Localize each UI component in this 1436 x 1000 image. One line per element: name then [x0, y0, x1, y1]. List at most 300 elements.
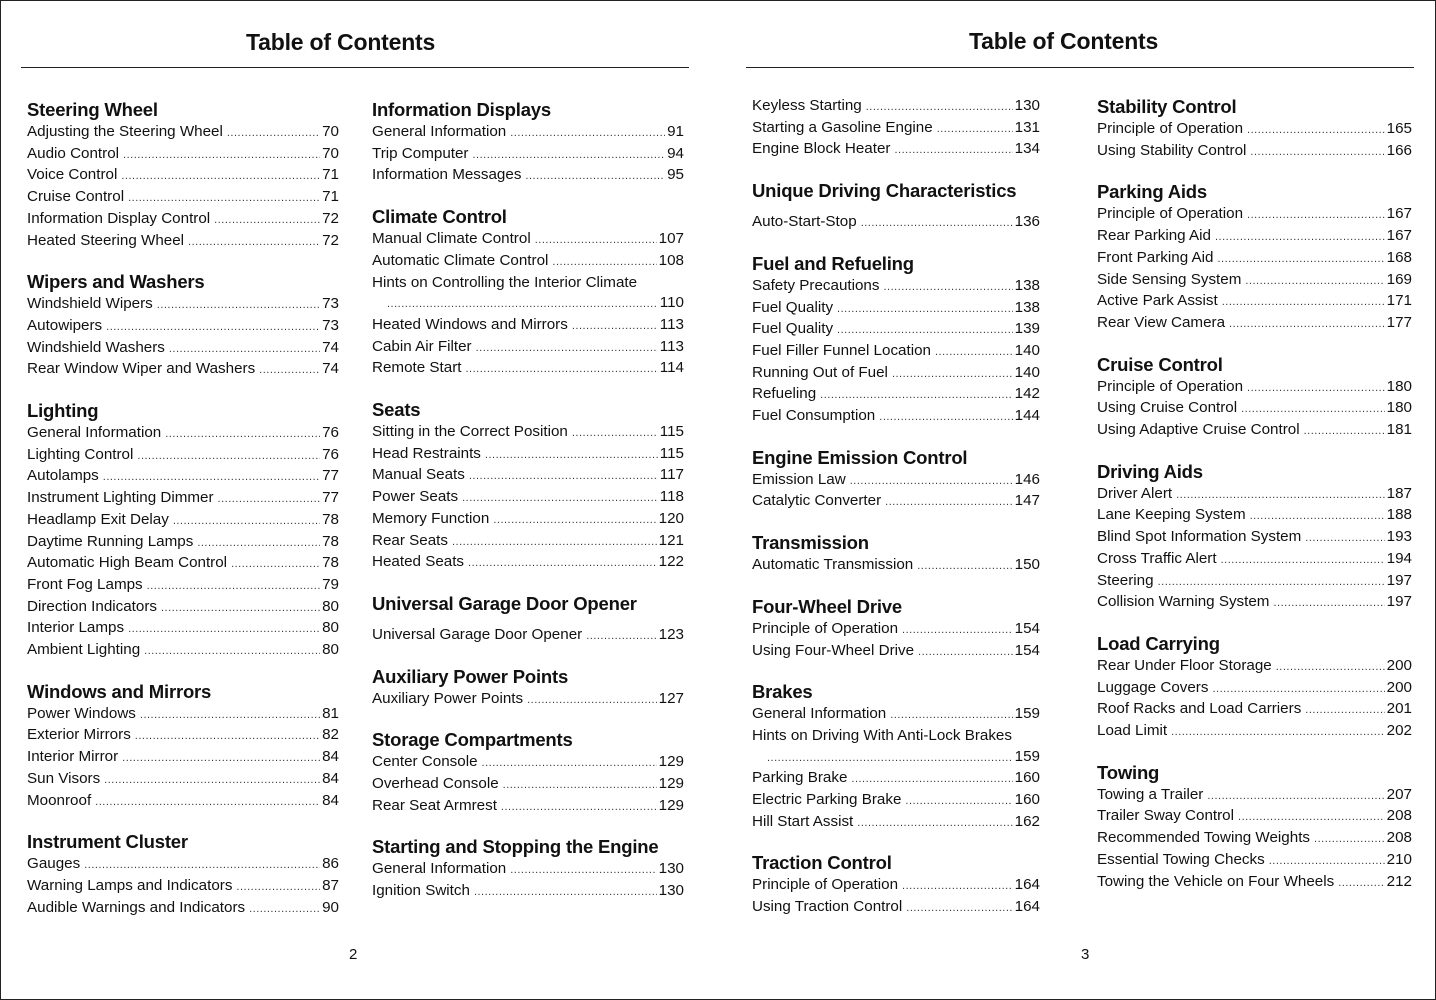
toc-entry [752, 790, 1040, 812]
dot-leader [140, 705, 320, 726]
toc-entry [372, 689, 684, 711]
section-heading: Driving Aids [1097, 460, 1203, 482]
dot-leader [462, 488, 658, 509]
entry-title: Using Four-Wheel Drive [752, 641, 915, 659]
entry-title: Roof Racks and Load Carriers [1097, 700, 1302, 718]
entry-title: Safety Precautions [752, 276, 880, 294]
toc-entry [752, 704, 1040, 726]
dot-leader [1221, 550, 1385, 571]
dot-leader [510, 860, 656, 881]
toc-column [1097, 96, 1412, 912]
entry-page-number: 115 [659, 423, 684, 441]
dot-leader [527, 690, 657, 711]
toc-entry [752, 118, 1040, 140]
dot-leader [218, 489, 321, 510]
entry-title: Adjusting the Steering Wheel [27, 123, 223, 140]
entry-title: Manual Seats [372, 466, 465, 484]
section-heading: Engine Emission Control [752, 446, 968, 468]
entry-title: Remote Start [372, 359, 462, 377]
entry-title: Power Windows [27, 704, 136, 722]
dot-leader [1247, 378, 1385, 399]
entry-page-number: 73 [322, 316, 339, 334]
entry-title: Moonroof [27, 791, 92, 809]
toc-entry [752, 555, 1040, 577]
entry-title: Hill Start Assist [752, 812, 854, 830]
dot-leader [169, 339, 320, 360]
entry-page-number: 120 [658, 509, 684, 527]
entry-page-number: 118 [659, 488, 684, 506]
toc-entry [752, 96, 1040, 118]
toc-entry [752, 491, 1040, 513]
toc-entry [372, 531, 684, 553]
toc-entry [1097, 571, 1412, 593]
dot-leader [259, 360, 320, 381]
entry-page-number: 194 [1386, 549, 1412, 567]
toc-entry [372, 444, 684, 466]
dot-leader [95, 792, 320, 813]
title-rule [746, 67, 1414, 68]
page-title: Table of Contents [969, 28, 1159, 54]
toc-entry [372, 144, 684, 166]
dot-leader [474, 882, 657, 903]
dot-leader [165, 424, 320, 445]
entry-title: Parking Brake [752, 769, 848, 787]
entry-title: Windshield Wipers [27, 295, 153, 313]
dot-leader [161, 598, 320, 619]
entry-title: Voice Control [27, 166, 118, 184]
entry-title: Trailer Sway Control [1097, 807, 1235, 825]
toc-entry [752, 641, 1040, 663]
entry-page-number: 150 [1014, 556, 1040, 574]
dot-leader [851, 769, 1012, 790]
dot-leader [493, 510, 656, 531]
section-heading: Parking Aids [1097, 181, 1208, 203]
entry-page-number: 110 [659, 294, 684, 312]
toc-entry [752, 470, 1040, 492]
toc-entry [1097, 270, 1412, 292]
title-rule [21, 67, 689, 68]
entry-page-number: 78 [322, 554, 339, 572]
dot-leader [106, 317, 320, 338]
toc-entry [372, 251, 684, 273]
entry-page-number: 181 [1386, 421, 1412, 439]
toc-entry [27, 597, 339, 619]
entry-title: Refueling [752, 385, 817, 403]
toc-entry [27, 532, 339, 554]
dot-leader [173, 511, 320, 532]
toc-entry [1097, 872, 1412, 894]
entry-title: Ignition Switch [372, 882, 470, 900]
entry-title: Automatic Transmission [752, 556, 914, 574]
entry-page-number: 144 [1014, 407, 1040, 425]
entry-page-number: 208 [1386, 807, 1412, 825]
entry-page-number: 80 [322, 641, 339, 659]
entry-page-number: 113 [659, 337, 684, 355]
dot-leader [866, 97, 1013, 118]
dot-leader [1212, 679, 1384, 700]
toc-entry [27, 618, 339, 640]
toc-entry [27, 725, 339, 747]
toc-section [372, 836, 684, 902]
toc-entry [1097, 248, 1412, 270]
toc-entry [1097, 484, 1412, 506]
dot-leader [1241, 399, 1385, 420]
entry-title: General Information [27, 424, 162, 442]
entry-title: Trip Computer [372, 144, 469, 162]
dot-leader [1247, 120, 1385, 141]
dot-leader [572, 316, 658, 337]
entry-page-number: 165 [1386, 120, 1412, 137]
section-heading: Wipers and Washers [27, 271, 205, 293]
toc-entry [1097, 119, 1412, 141]
entry-title: General Information [372, 123, 507, 140]
section-heading: Lighting [27, 400, 99, 422]
entry-page-number: 167 [1386, 227, 1412, 245]
entry-title: Information Messages [372, 166, 522, 184]
toc-entry [1097, 398, 1412, 420]
toc-entry [27, 187, 339, 209]
toc-entry [372, 273, 684, 315]
toc-entry [27, 165, 339, 187]
toc-entry [1097, 806, 1412, 828]
section-heading: Storage Compartments [372, 729, 573, 751]
toc-section [372, 729, 684, 817]
toc-entry [372, 122, 684, 144]
dot-leader [465, 359, 657, 380]
dot-leader [387, 294, 658, 315]
entry-title: Engine Block Heater [752, 140, 891, 158]
toc-section [372, 206, 684, 380]
entry-title: Interior Lamps [27, 619, 125, 637]
entry-page-number: 180 [1386, 377, 1412, 395]
toc-entry [1097, 141, 1412, 163]
dot-leader [1250, 142, 1384, 163]
entry-title: Cross Traffic Alert [1097, 549, 1217, 567]
entry-title: Heated Seats [372, 553, 465, 571]
toc-entry [752, 406, 1040, 428]
toc-entry [372, 509, 684, 531]
entry-page-number: 201 [1386, 700, 1412, 718]
dot-leader [1171, 722, 1385, 743]
toc-entry [27, 791, 339, 813]
entry-title: Running Out of Fuel [752, 363, 888, 381]
entry-title: Automatic High Beam Control [27, 554, 228, 572]
toc-section [1097, 762, 1412, 894]
toc-entry [372, 422, 684, 444]
entry-title: Principle of Operation [752, 876, 899, 894]
entry-page-number: 166 [1386, 141, 1412, 159]
entry-page-number: 91 [667, 123, 684, 140]
dot-leader [147, 576, 320, 597]
entry-title: Side Sensing System [1097, 270, 1242, 288]
entry-page-number: 80 [322, 619, 339, 637]
entry-page-number: 79 [322, 575, 339, 593]
toc-column [27, 99, 339, 938]
entry-title: Towing a Trailer [1097, 785, 1204, 803]
dot-leader [482, 753, 657, 774]
entry-page-number: 117 [659, 466, 684, 484]
section-heading: Unique Driving Characteristics [752, 180, 1017, 202]
toc-entry [372, 552, 684, 574]
toc-entry [372, 487, 684, 509]
entry-page-number: 138 [1014, 298, 1040, 316]
dot-leader [122, 748, 320, 769]
toc-section [27, 99, 339, 252]
section-heading: Information Displays [372, 99, 551, 120]
toc-section [372, 399, 684, 574]
toc-section [1097, 633, 1412, 743]
entry-title: Rear Under Floor Storage [1097, 656, 1272, 674]
page-number: 2 [349, 946, 358, 963]
entry-page-number: 130 [1014, 97, 1040, 114]
dot-leader [128, 188, 320, 209]
entry-title: Principle of Operation [752, 619, 899, 637]
toc-entry [27, 704, 339, 726]
entry-page-number: 162 [1014, 812, 1040, 830]
entry-title: Front Parking Aid [1097, 248, 1214, 266]
toc-entry [27, 854, 339, 876]
dot-leader [1250, 506, 1385, 527]
toc-entry [27, 316, 339, 338]
entry-title: Universal Garage Door Opener [372, 625, 583, 643]
toc-entry [1097, 226, 1412, 248]
entry-page-number: 114 [659, 359, 684, 377]
entry-page-number: 188 [1386, 506, 1412, 524]
entry-title: Collision Warning System [1097, 593, 1270, 611]
toc-entry [372, 752, 684, 774]
dot-leader [503, 775, 657, 796]
toc-entry [1097, 313, 1412, 335]
toc-entry [752, 319, 1040, 341]
toc-section [752, 532, 1040, 577]
dot-leader [1229, 314, 1385, 335]
toc-entry [752, 276, 1040, 298]
dot-leader [535, 230, 657, 251]
entry-page-number: 197 [1386, 571, 1412, 589]
dot-leader [1314, 829, 1385, 850]
page-title: Table of Contents [246, 29, 436, 55]
entry-page-number: 134 [1014, 140, 1040, 158]
toc-entry [372, 315, 684, 337]
dot-leader [137, 446, 320, 467]
entry-page-number: 86 [322, 855, 339, 873]
entry-page-number: 197 [1386, 593, 1412, 611]
entry-title: Steering [1097, 571, 1154, 589]
dot-leader [917, 556, 1012, 577]
dot-leader [1273, 593, 1384, 614]
toc-entry [1097, 549, 1412, 571]
dot-leader [249, 899, 320, 920]
toc-entry [372, 625, 684, 647]
section-heading: Auxiliary Power Points [372, 665, 569, 687]
entry-page-number: 171 [1386, 292, 1412, 310]
toc-entry [1097, 527, 1412, 549]
entry-page-number: 130 [658, 860, 684, 878]
entry-title: Windshield Washers [27, 338, 165, 356]
entry-page-number: 138 [1014, 276, 1040, 294]
toc-column [752, 96, 1040, 938]
entry-page-number: 84 [322, 748, 339, 766]
toc-entry [752, 768, 1040, 790]
entry-title: Fuel Consumption [752, 407, 876, 425]
entry-title: Sitting in the Correct Position [372, 423, 568, 441]
entry-page-number: 76 [322, 424, 339, 442]
entry-title: Direction Indicators [27, 597, 157, 615]
toc-section [1097, 461, 1412, 614]
entry-page-number: 154 [1014, 641, 1040, 659]
entry-page-number: 74 [322, 338, 339, 356]
entry-title: Auxiliary Power Points [372, 689, 524, 707]
toc-entry [752, 384, 1040, 406]
entry-page-number: 193 [1386, 528, 1412, 546]
entry-page-number: 130 [658, 882, 684, 900]
entry-page-number: 160 [1014, 791, 1040, 809]
toc-entry [752, 139, 1040, 161]
entry-page-number: 115 [659, 444, 684, 462]
entry-page-number: 131 [1014, 118, 1040, 136]
section-heading: Transmission [752, 532, 869, 554]
entry-page-number: 200 [1386, 656, 1412, 674]
dot-leader [452, 532, 657, 553]
toc-entry [1097, 291, 1412, 313]
toc-entry [1097, 592, 1412, 614]
entry-title: Rear View Camera [1097, 313, 1226, 331]
toc-entry [1097, 505, 1412, 527]
dot-leader [1245, 271, 1384, 292]
toc-entry [27, 466, 339, 488]
toc-section [1097, 354, 1412, 442]
toc-entry [27, 209, 339, 231]
toc-entry [372, 465, 684, 487]
dot-leader [1276, 657, 1385, 678]
dot-leader [104, 770, 320, 791]
dot-leader [1207, 786, 1384, 807]
section-heading: Fuel and Refueling [752, 252, 914, 274]
section-heading: Universal Garage Door Opener [372, 592, 637, 614]
entry-page-number: 164 [1014, 898, 1040, 916]
entry-title: General Information [752, 705, 887, 723]
entry-page-number: 129 [658, 775, 684, 793]
toc-section [752, 681, 1040, 833]
entry-title: Autowipers [27, 316, 103, 334]
entry-title: Fuel Quality [752, 320, 834, 338]
entry-title: Interior Mirror [27, 748, 119, 766]
entry-title: Instrument Lighting Dimmer [27, 489, 214, 507]
entry-title: General Information [372, 860, 507, 878]
dot-leader [84, 855, 320, 876]
toc-section [752, 253, 1040, 428]
entry-page-number: 160 [1014, 769, 1040, 787]
page-number: 3 [1081, 946, 1090, 963]
entry-page-number: 159 [1014, 705, 1040, 723]
entry-title: Towing the Vehicle on Four Wheels [1097, 872, 1335, 890]
dot-leader [485, 445, 658, 466]
entry-page-number: 84 [322, 791, 339, 809]
toc-entry [752, 341, 1040, 363]
entry-page-number: 129 [658, 753, 684, 771]
entry-title: Ambient Lighting [27, 641, 141, 659]
entry-page-number: 108 [658, 251, 684, 269]
entry-title: Active Park Assist [1097, 292, 1218, 310]
dot-leader [128, 619, 320, 640]
toc-section [752, 596, 1040, 662]
dot-leader [879, 407, 1012, 428]
dot-leader [918, 642, 1013, 663]
entry-title: Audible Warnings and Indicators [27, 898, 246, 916]
toc-section [372, 666, 684, 711]
entry-page-number: 180 [1386, 399, 1412, 417]
entry-page-number: 164 [1014, 876, 1040, 894]
toc-section [752, 852, 1040, 918]
dot-leader [937, 119, 1013, 140]
entry-title: Head Restraints [372, 444, 481, 462]
entry-page-number: 167 [1386, 205, 1412, 223]
entry-page-number: 81 [322, 704, 339, 722]
toc-entry [1097, 678, 1412, 700]
dot-leader [902, 620, 1013, 641]
entry-page-number: 122 [658, 553, 684, 571]
dot-leader [894, 140, 1012, 161]
toc-entry [1097, 850, 1412, 872]
dot-leader [1158, 572, 1385, 593]
toc-entry [752, 363, 1040, 385]
entry-title: Cabin Air Filter [372, 337, 472, 355]
entry-page-number: 90 [322, 898, 339, 916]
toc-entry [372, 337, 684, 359]
entry-page-number: 202 [1386, 722, 1412, 740]
dot-leader [473, 145, 666, 166]
entry-page-number: 113 [659, 315, 684, 333]
toc-entry [27, 898, 339, 920]
toc-section [27, 831, 339, 919]
entry-page-number: 74 [322, 360, 339, 378]
toc-entry [752, 212, 1040, 234]
entry-title: Rear Seats [372, 531, 448, 549]
entry-title: Headlamp Exit Delay [27, 510, 169, 528]
toc-entry [1097, 204, 1412, 226]
entry-title: Hints on Driving With Anti-Lock Brakes [752, 726, 1012, 744]
entry-page-number: 168 [1386, 248, 1412, 266]
entry-title: Essential Towing Checks [1097, 850, 1265, 868]
entry-page-number: 123 [658, 625, 684, 643]
entry-page-number: 200 [1386, 678, 1412, 696]
toc-entry [27, 423, 339, 445]
entry-title: Principle of Operation [1097, 377, 1244, 395]
entry-title: Heated Steering Wheel [27, 231, 185, 249]
entry-page-number: 71 [322, 188, 339, 206]
dot-leader [231, 554, 320, 575]
section-heading: Steering Wheel [27, 99, 158, 120]
entry-page-number: 127 [658, 689, 684, 707]
entry-page-number: 212 [1386, 872, 1412, 890]
dot-leader [820, 385, 1012, 406]
entry-page-number: 207 [1386, 785, 1412, 803]
right-page [719, 1, 1435, 999]
dot-leader [123, 145, 320, 166]
toc-entry [372, 229, 684, 251]
toc-section [752, 180, 1040, 234]
entry-title: Overhead Console [372, 775, 499, 793]
dot-leader [157, 295, 320, 316]
entry-title: Starting a Gasoline Engine [752, 118, 933, 136]
dot-leader [227, 123, 320, 144]
dot-leader [767, 748, 1013, 769]
dot-leader [885, 492, 1013, 513]
toc-entry [27, 769, 339, 791]
entry-title: Using Stability Control [1097, 141, 1247, 159]
dot-leader [1305, 528, 1384, 549]
toc-section [27, 400, 339, 662]
